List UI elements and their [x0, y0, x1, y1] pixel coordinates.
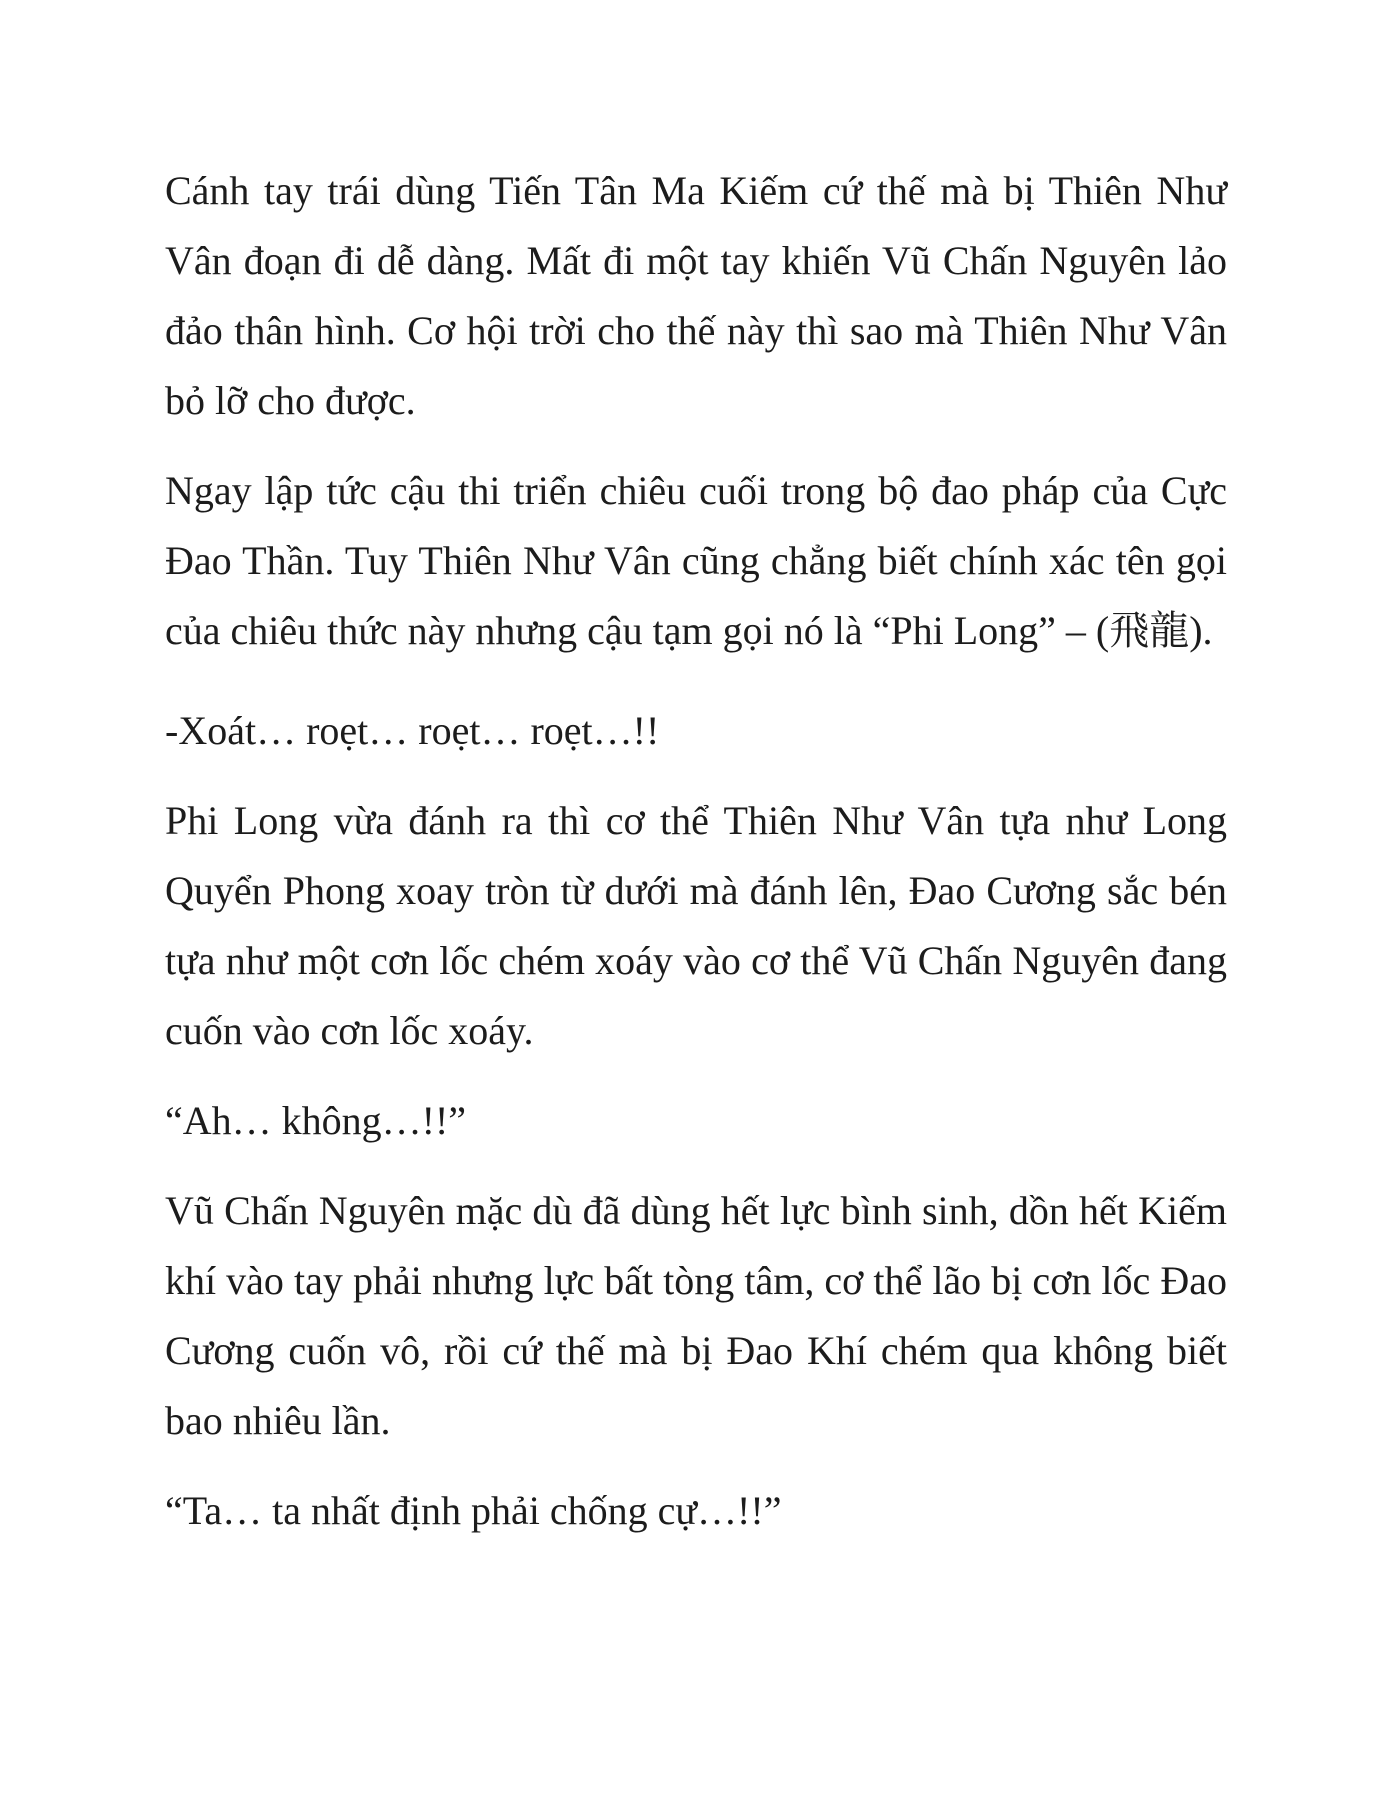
paragraph-6: Vũ Chấn Nguyên mặc dù đã dùng hết lực bình sinh, dồn hết Kiếm khí vào tay phải nhưng lực bất tòng tâm, cơ thể lão bị cơn lốc Đao Cương cuốn vô, rồi cứ thế mà bị Đao Khí chém qua không biết bao nhiêu lần.: [165, 1188, 1227, 1443]
paragraph-3: -Xoát… roẹt… roẹt… roẹt…!!: [165, 708, 660, 753]
paragraph-1: Cánh tay trái dùng Tiến Tân Ma Kiếm cứ thế mà bị Thiên Như Vân đoạn đi dễ dàng. Mất đi một tay khiến Vũ Chấn Nguyên lảo đảo thân hình. Cơ hội trời cho thế này thì sao mà Thiên Như Vân bỏ lỡ cho được.: [165, 168, 1227, 423]
story-text: [165, 156, 1227, 1566]
paragraph-2: Ngay lập tức cậu thi triển chiêu cuối trong bộ đao pháp của Cực Đao Thần. Tuy Thiên Như Vân cũng chẳng biết chính xác tên gọi của chiêu thức này nhưng cậu tạm gọi nó là “Phi Long” – (飛龍).: [165, 468, 1227, 653]
paragraph-4: Phi Long vừa đánh ra thì cơ thể Thiên Như Vân tựa như Long Quyển Phong xoay tròn từ dưới mà đánh lên, Đao Cương sắc bén tựa như một cơn lốc chém xoáy vào cơ thể Vũ Chấn Nguyên đang cuốn vào cơn lốc xoáy.: [165, 798, 1227, 1053]
paragraph-5: “Ah… không…!!”: [165, 1098, 467, 1143]
paragraph-7: “Ta… ta nhất định phải chống cự…!!”: [165, 1488, 782, 1533]
